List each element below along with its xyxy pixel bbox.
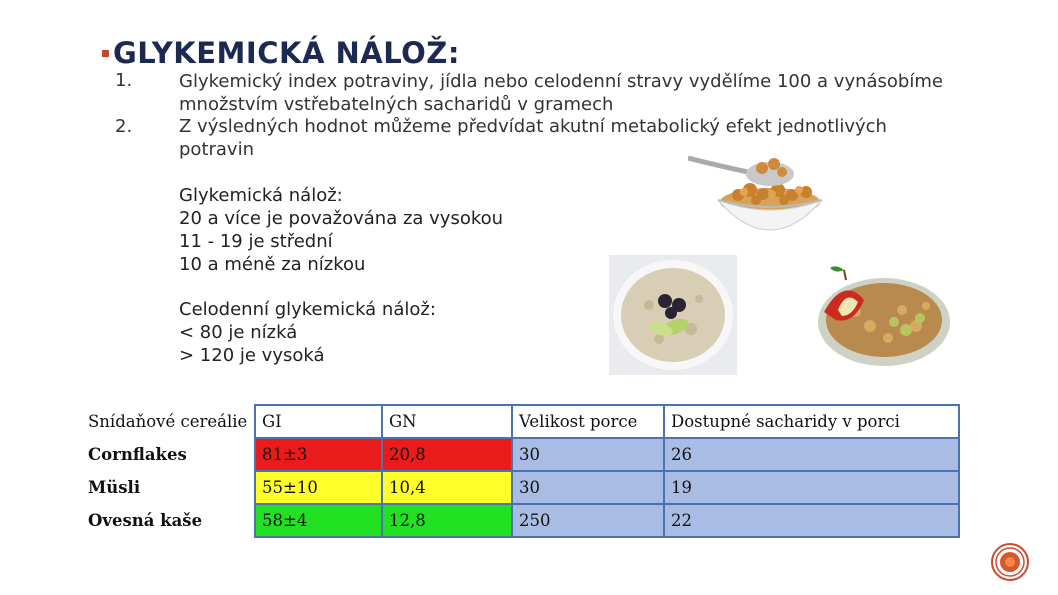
cell-gi: 55±10 [255,471,382,504]
cornflakes-bowl-image [688,150,848,250]
glycemic-load-heading: Glykemická nálož: [179,185,343,206]
glycemic-load-block [179,184,503,276]
list-item-2: Z výsledných hodnot můžeme předvídat akutní metabolický efekt jednotlivých potravin [179,116,887,160]
daily-load-heading: Celodenní glykemická nálož: [179,299,436,320]
cell-gn: 20,8 [382,438,512,471]
slide-logo-icon [990,542,1030,582]
header-cereal: Snídaňové cereálie [85,405,255,438]
header-gn: GN [382,405,512,438]
table-row [85,504,959,537]
square-bullet-icon [102,50,109,57]
cell-carbs: 22 [664,504,959,537]
table-header-row [85,405,959,438]
muesli-apple-image [806,260,966,375]
header-gi: GI [255,405,382,438]
daily-load-line: > 120 je vysoká [179,345,325,366]
cell-gi: 81±3 [255,438,382,471]
table-row [85,471,959,504]
cell-portion: 30 [512,438,664,471]
daily-load-line: < 80 je nízká [179,322,298,343]
daily-load-block [179,298,436,367]
slide-title-text: GLYKEMICKÁ NÁLOŽ: [113,36,460,70]
cell-gi: 58±4 [255,504,382,537]
glycemic-load-line: 11 - 19 je střední [179,231,333,252]
list-number-2: 2. [115,116,133,137]
cell-name: Ovesná kaše [85,504,255,537]
cell-portion: 250 [512,504,664,537]
oat-porridge-image [609,255,737,375]
cell-carbs: 19 [664,471,959,504]
cell-portion: 30 [512,471,664,504]
header-carbs: Dostupné sacharidy v porci [664,405,959,438]
cell-carbs: 26 [664,438,959,471]
glycemic-load-line: 10 a méně za nízkou [179,254,366,275]
list-item-1: Glykemický index potraviny, jídla nebo celodenní stravy vydělíme 100 a vynásobíme množstvím vstřebatelných sacharidů v gramech [179,71,943,115]
cell-name: Cornflakes [85,438,255,471]
table-row [85,438,959,471]
slide-title [102,36,460,70]
cereal-table [85,404,960,538]
list-number-1: 1. [115,70,133,91]
glycemic-load-line: 20 a více je považována za vysokou [179,208,504,229]
cell-gn: 10,4 [382,471,512,504]
cell-gn: 12,8 [382,504,512,537]
cell-name: Müsli [85,471,255,504]
header-portion: Velikost porce [512,405,664,438]
